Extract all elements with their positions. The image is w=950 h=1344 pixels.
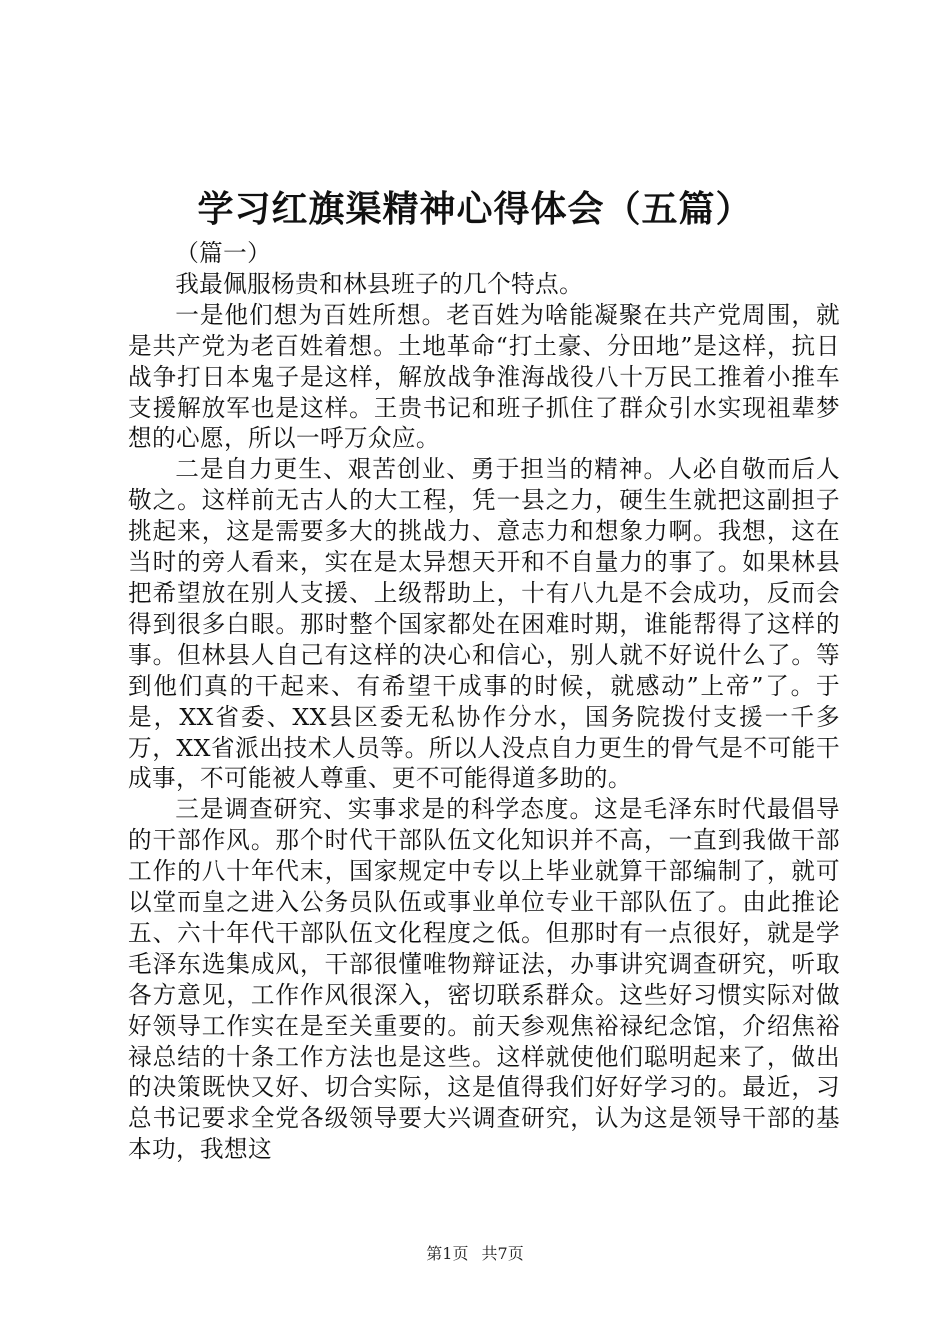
paragraph-point-two: 二是自力更生、艰苦创业、勇于担当的精神。人必自敬而后人敬之。这样前无古人的大工程，凭一县之力，硬生生就把这副担子挑起来，这是需要多大的挑战力、意志力和想象力啊。我想，这在当时的旁人看来，实在是太异想天开和不自量力的事了。如果林县把希望放在别人支援、上级帮助上，十有八九是不会成功，反而会得到很多白眼。那时整个国家都处在困难时期，谁能帮得了这样的事。但林县人自己有这样的决心和信心，别人就不好说什么了。等到他们真的干起来、有希望干成事的时候，就感动”上帝”了。于是，XX省委、XX县区委无私协作分水，国务院拨付支援一千多万，XX省派出技术人员等。所以人没点自力更生的骨气是不可能干成事，不可能被人尊重、更不可能得道多助的。 — [128, 455, 840, 793]
page-number: 第1页 — [426, 1244, 469, 1263]
section-heading: （篇一） — [175, 239, 272, 267]
document-body — [128, 238, 840, 1165]
document-title: 学习红旗渠精神心得体会（五篇） — [197, 188, 753, 230]
page-footer — [0, 1244, 950, 1264]
paragraph-intro: 我最佩服杨贵和林县班子的几个特点。 — [175, 269, 584, 298]
paragraph-point-three: 三是调查研究、实事求是的科学态度。这是毛泽东时代最倡导的干部作风。那个时代干部队伍文化知识并不高，一直到我做干部工作的八十年代末，国家规定中专以上毕业就算干部编制了，就可以堂而皇之进入公务员队伍或事业单位专业干部队伍了。由此推论五、六十年代干部队伍文化程度之低。但那时有一点很好，就是学毛泽东选集成风，干部很懂唯物辩证法，办事讲究调查研究，听取各方意见，工作作风很深入，密切联系群众。这些好习惯实际对做好领导工作实在是至关重要的。前天参观焦裕禄纪念馆，介绍焦裕禄总结的十条工作方法也是这些。这样就使他们聪明起来了，做出的决策既快又好、切合实际，这是值得我们好好学习的。最近，习总书记要求全党各级领导要大兴调查研究，认为这是领导干部的基本功，我想这 — [128, 795, 840, 1164]
page-total: 共7页 — [481, 1244, 524, 1263]
paragraph-point-one: 一是他们想为百姓所想。老百姓为啥能凝聚在共产党周围，就是共产党为老百姓着想。土地革命“打土豪、分田地”是这样，抗日战争打日本鬼子是这样，解放战争淮海战役八十万民工推着小推车支援解放军也是这样。王贵书记和班子抓住了群众引水实现祖辈梦想的心愿，所以一呼万众应。 — [128, 300, 840, 453]
